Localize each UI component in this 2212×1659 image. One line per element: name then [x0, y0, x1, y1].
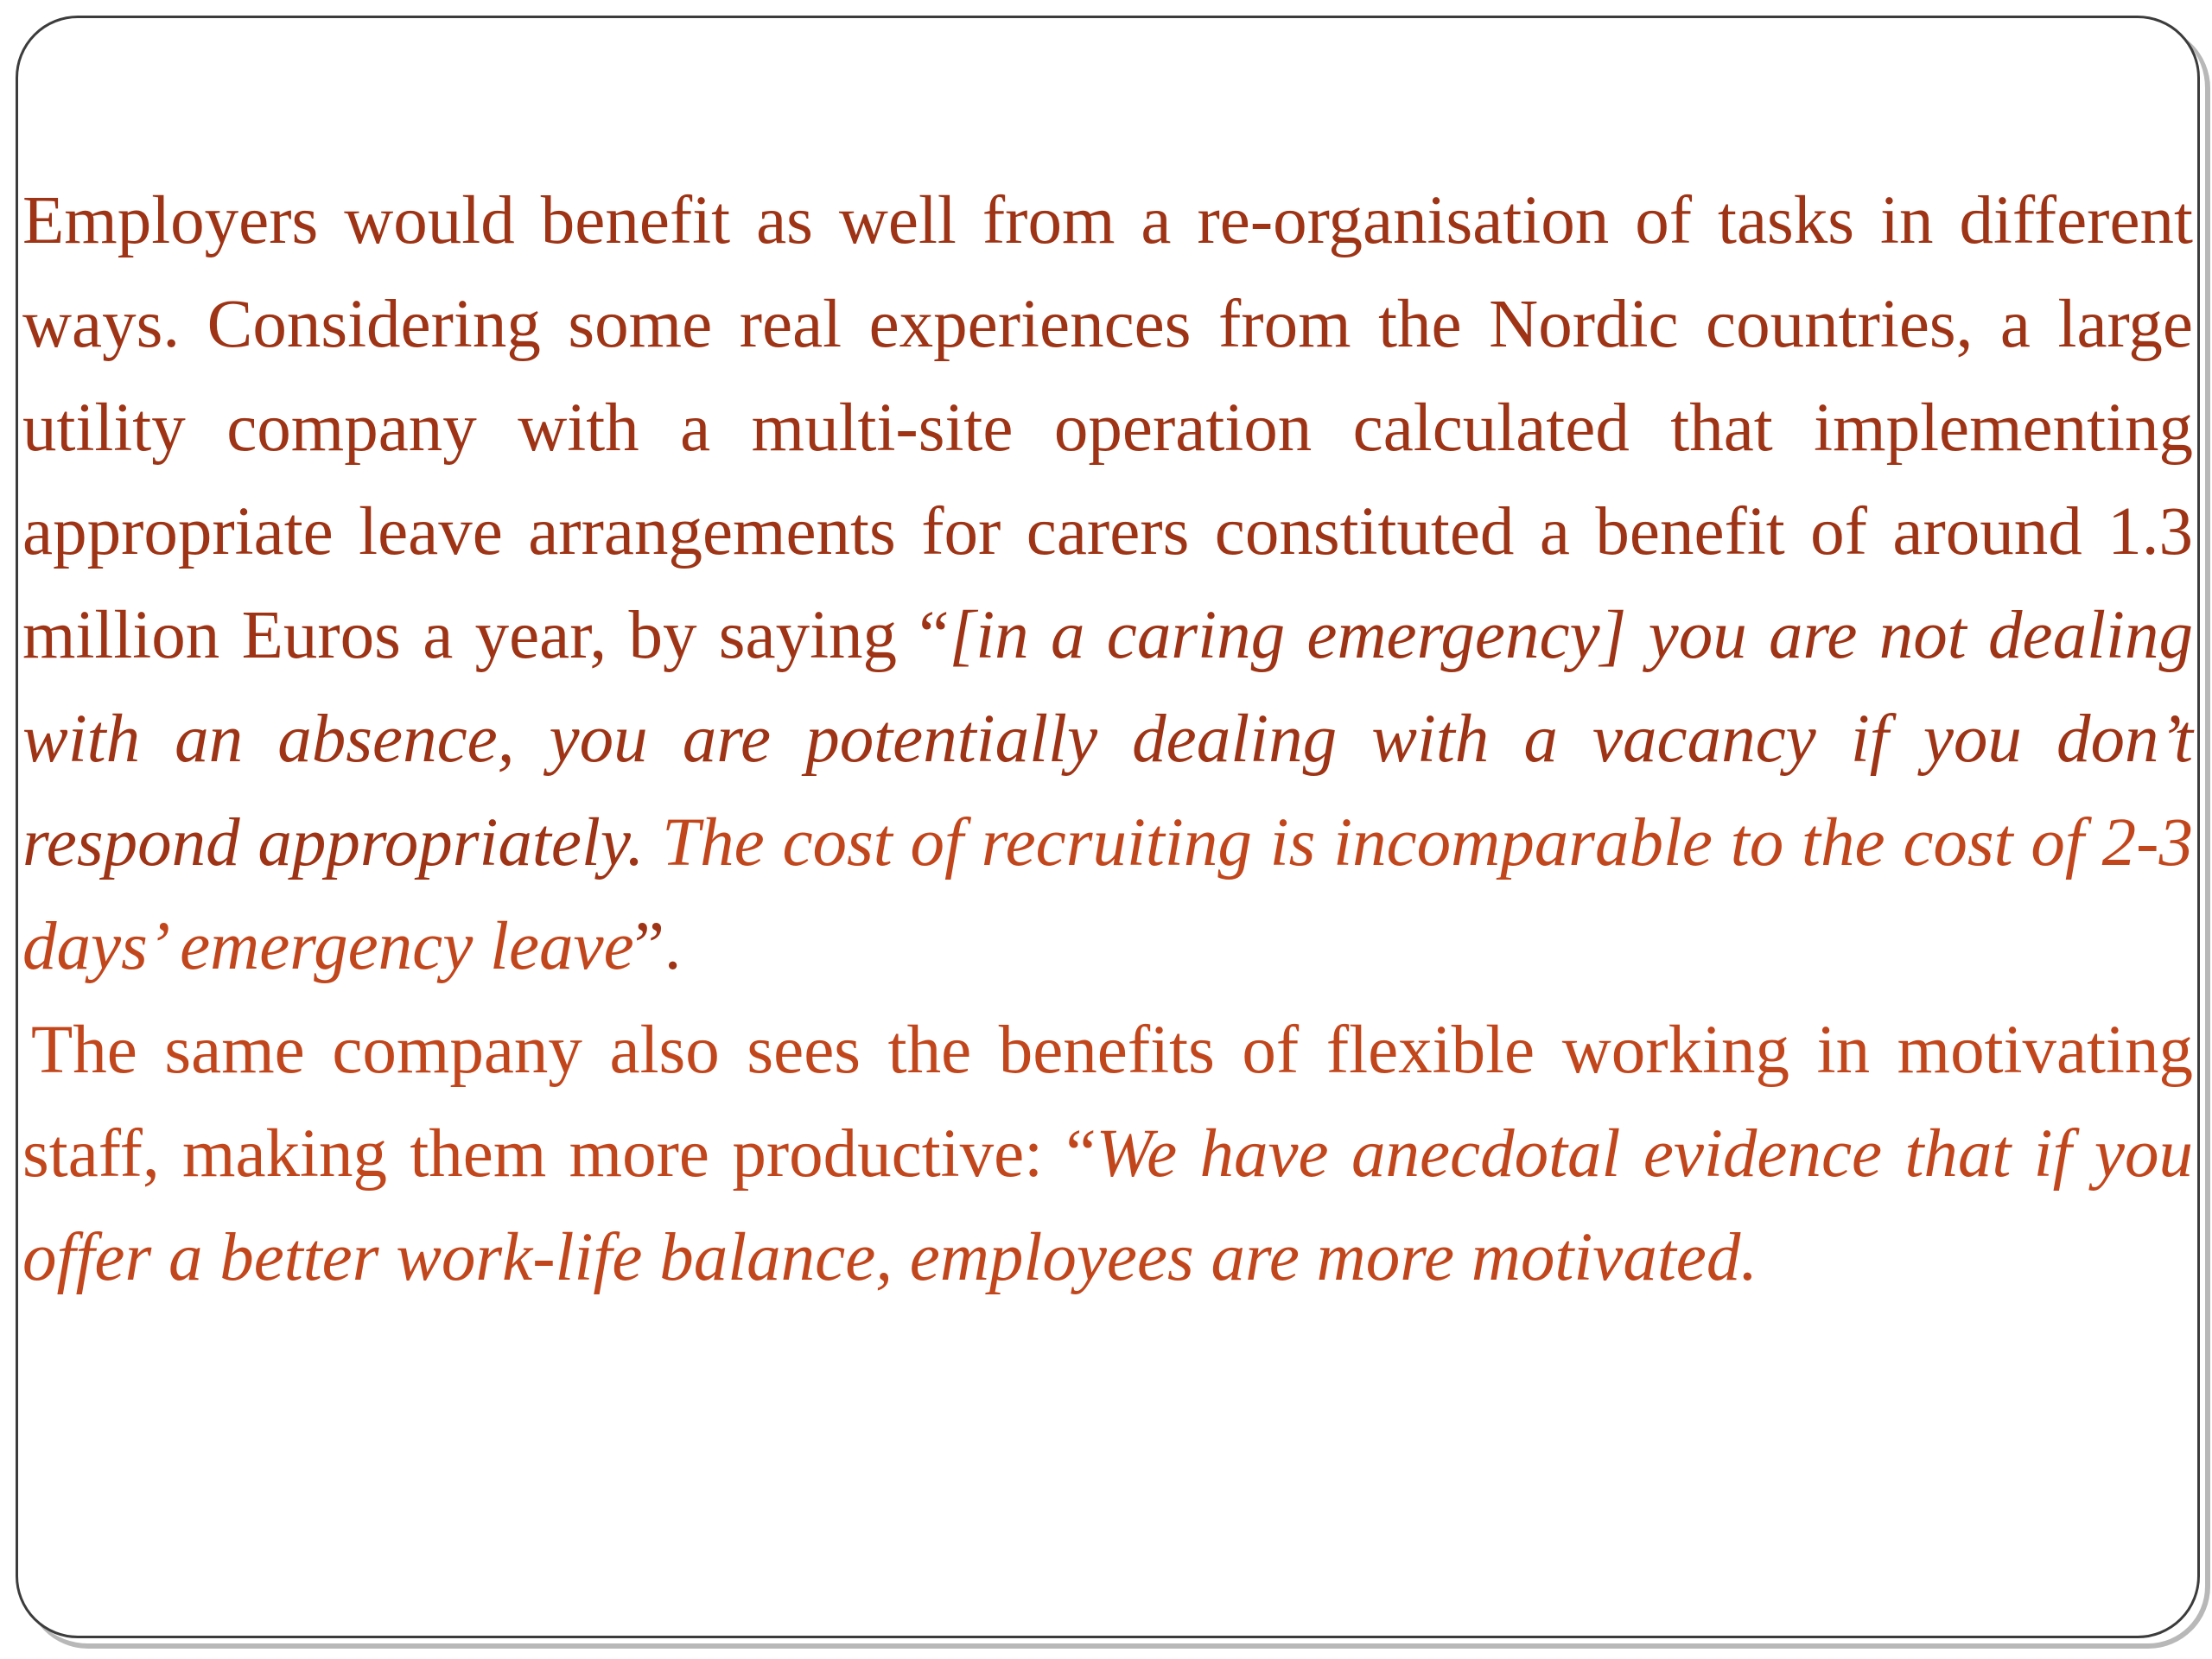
paragraph-2-intro: The same company also sees the benefits of flexible working in motivating staff, making them more productive: “: [22, 1013, 2193, 1192]
paragraph-2: [22, 999, 2193, 1310]
slide-body: [22, 169, 2193, 1310]
paragraph-1: [22, 169, 2193, 999]
paragraph-1-quote-part1: [in a caring emergency] you are not dealing with an absence, you are potentially dealing with a vacancy if you don’t respond appropriately.: [22, 598, 2193, 880]
paragraph-1-quote-part2: The cost of recruiting is incomparable to the cost of 2-3 days’ emergency leave: [22, 805, 2193, 984]
paragraph-2-quote: We have anecdotal evidence that if you offer a better work-life balance, employees are more motivated.: [22, 1116, 2193, 1295]
paragraph-1-quote-end: ”.: [633, 909, 682, 984]
paragraph-1-intro: Employers would benefit as well from a re-organisation of tasks in different ways. Considering some real experiences from the Nordic countries, a large utility company with a multi-site operation calculated that implementing appropriate leave arrangements for carers constituted a benefit of around 1.3 million Euros a year, by saying “: [22, 183, 2193, 673]
